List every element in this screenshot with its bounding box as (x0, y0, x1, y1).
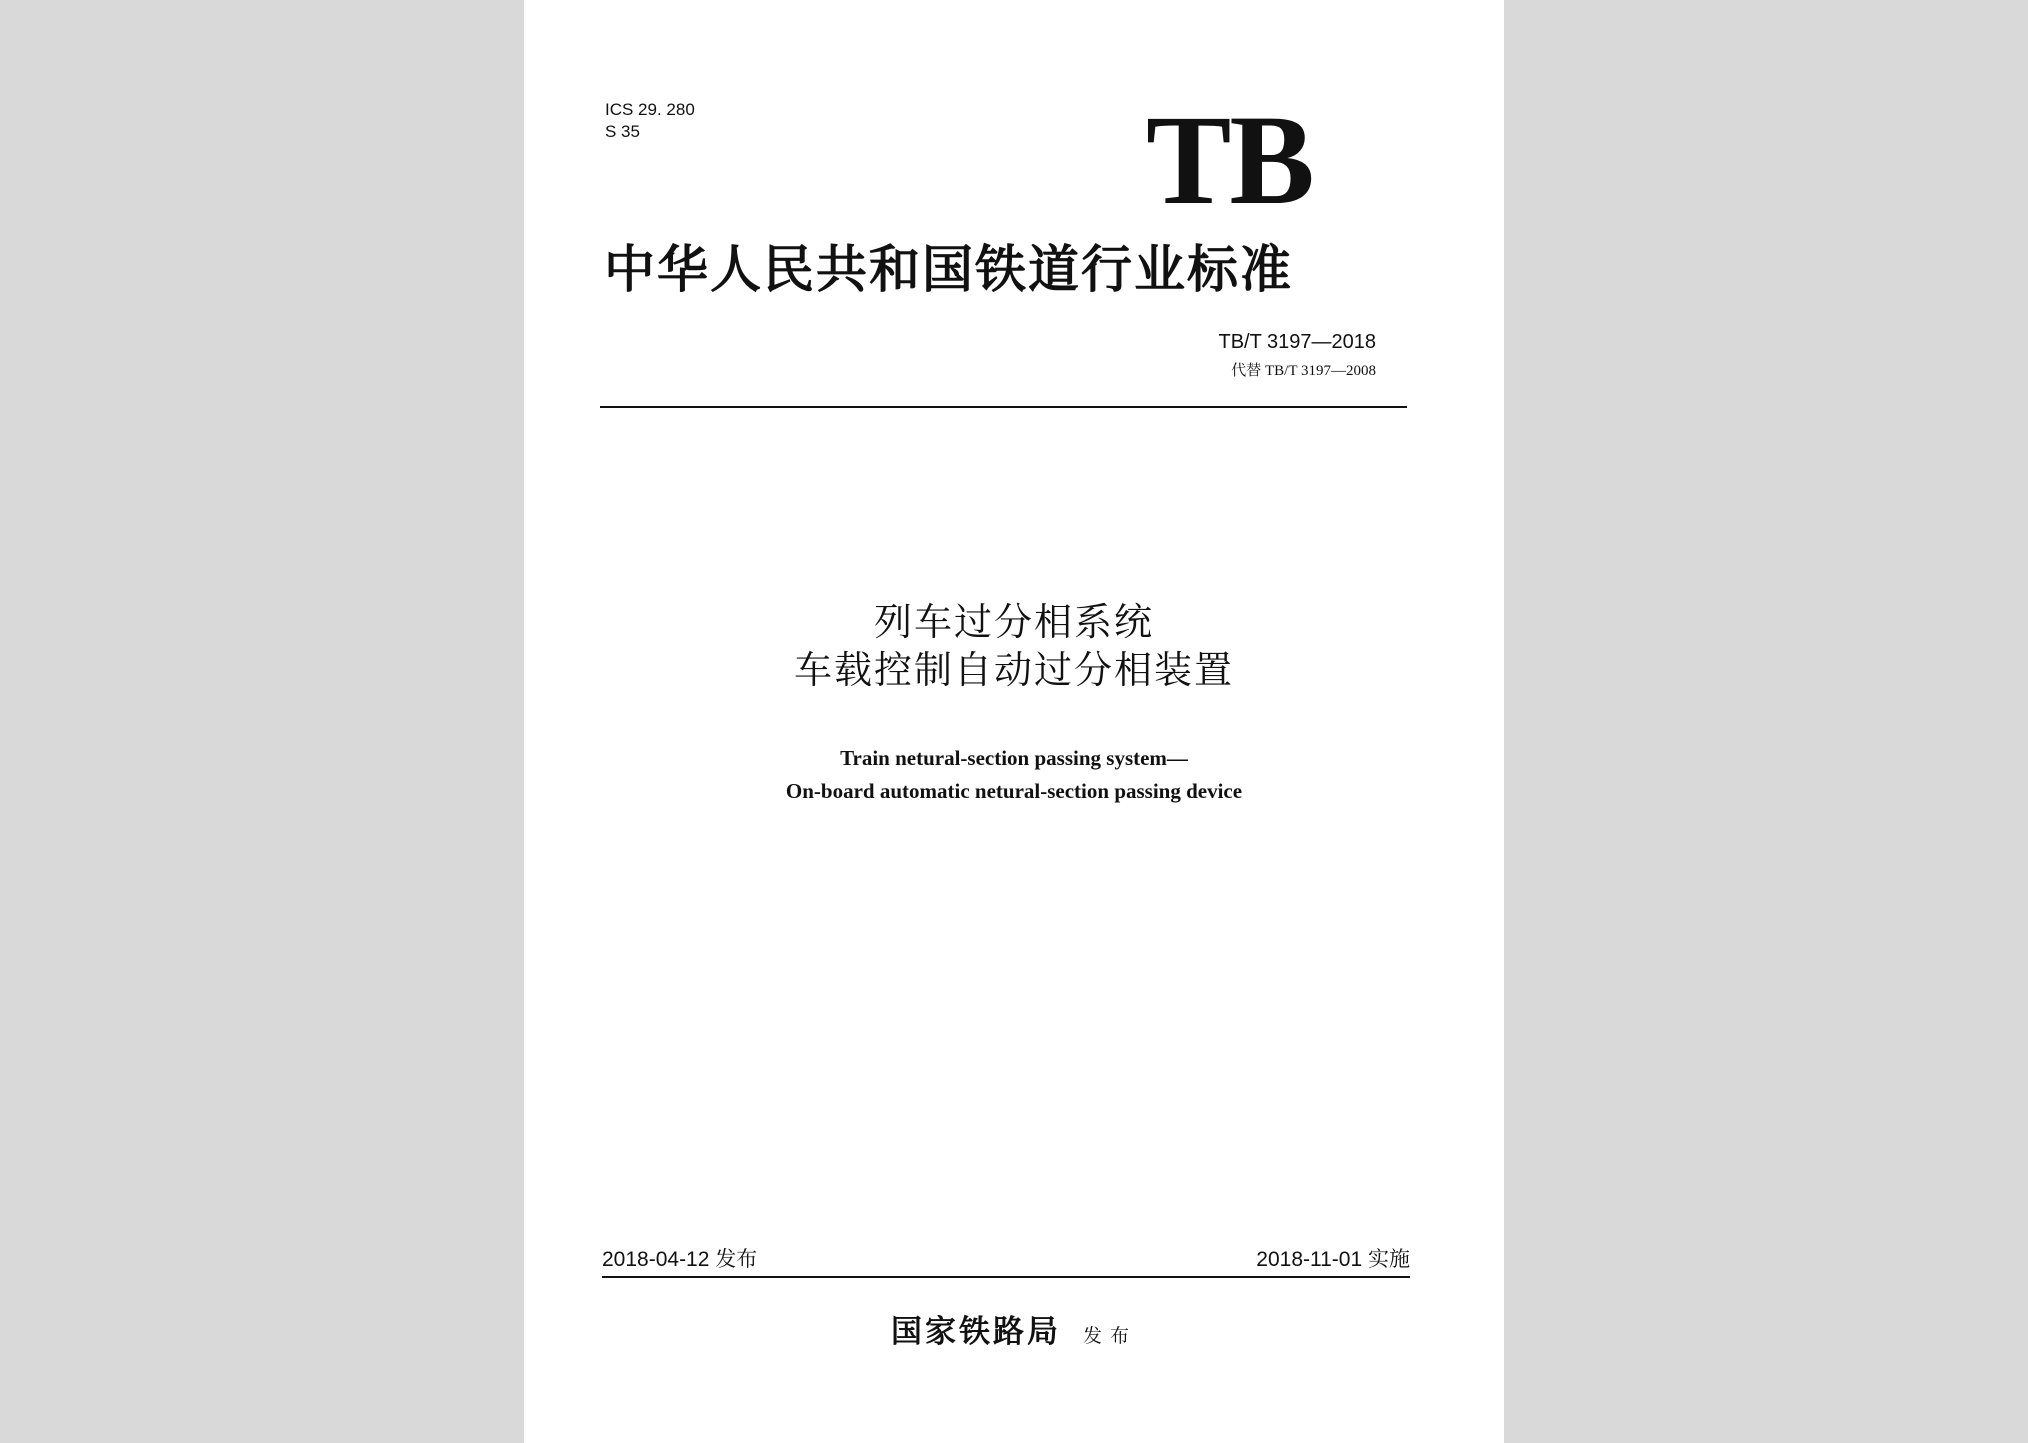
implementation-date: 2018-11-01 实施 (1256, 1248, 1410, 1271)
replaces-standard: 代替 TB/T 3197—2008 (1231, 363, 1376, 379)
tb-logo: TB (1146, 89, 1313, 231)
english-title-line-2: On-board automatic netural-section passing device (785, 779, 1243, 803)
standard-number: TB/T 3197—2018 (1218, 331, 1376, 353)
chinese-title (524, 598, 1504, 694)
standard-category-title: 中华人民共和国铁道行业标准 (604, 240, 1294, 300)
classification-codes (605, 99, 695, 143)
release-date: 2018-04-12 发布 (602, 1248, 758, 1271)
issuer-name: 国家铁路局 (890, 1314, 1061, 1350)
issuer-action: 发布 (1082, 1325, 1137, 1347)
english-title (524, 742, 1504, 808)
top-divider (600, 406, 1407, 408)
chinese-title-line-1: 列车过分相系统 (873, 600, 1154, 644)
chinese-title-line-2: 车载控制自动过分相装置 (793, 648, 1234, 692)
bottom-divider (602, 1276, 1410, 1278)
ics-code: ICS 29. 280 (605, 100, 695, 119)
cover-page (524, 0, 1504, 1443)
publisher (524, 1306, 1504, 1351)
ccs-code: S 35 (605, 122, 640, 141)
english-title-line-1: Train netural-section passing system— (840, 746, 1188, 770)
